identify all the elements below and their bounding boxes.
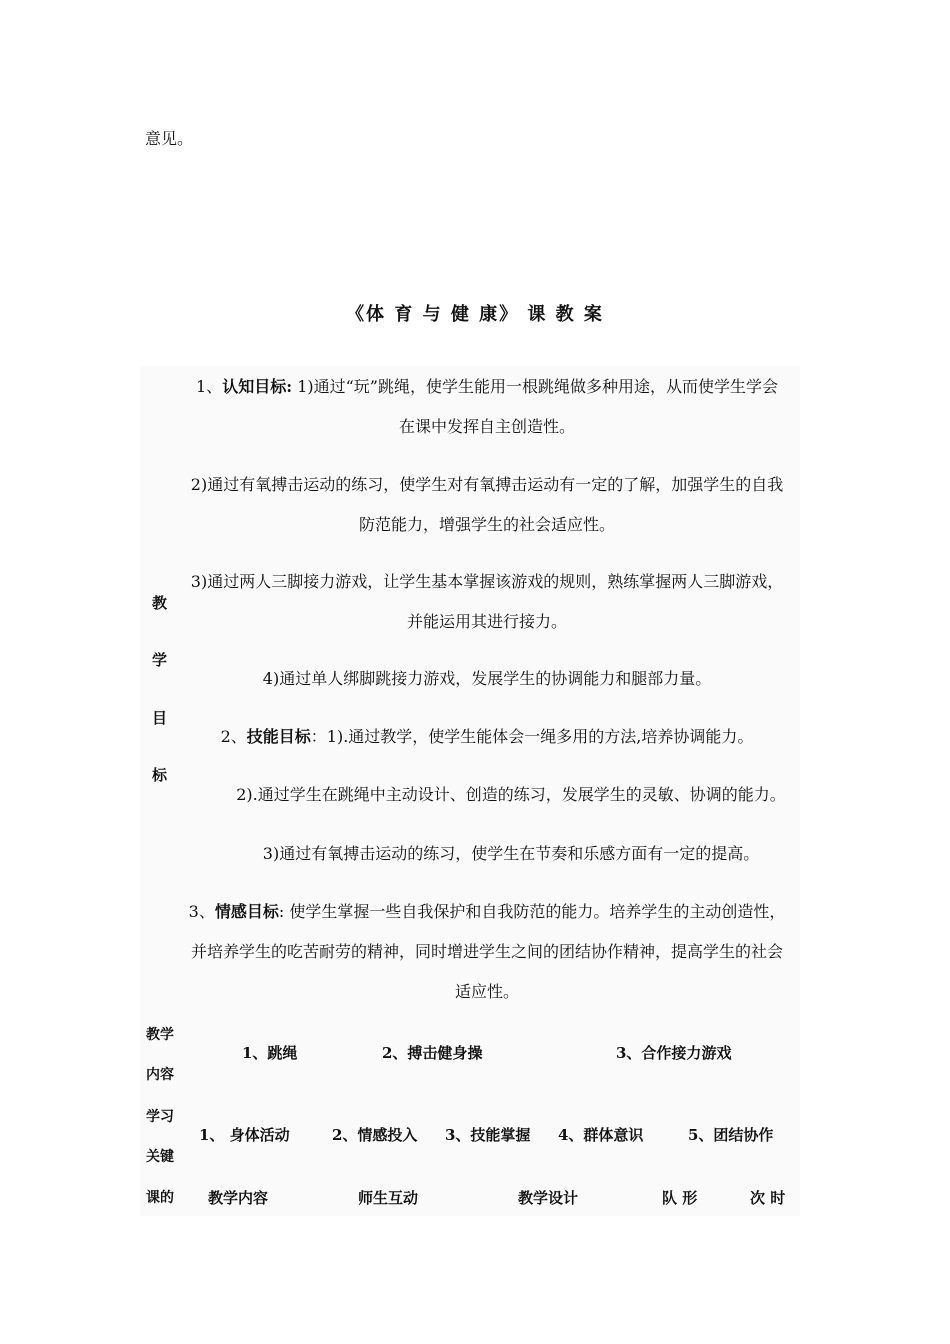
objective-item4: 4)通过单人绑脚跳接力游戏，发展学生的协调能力和腿部力量。 [262,669,712,688]
skill-num: 2、 [220,727,247,746]
objective-item3-line1: 3)通过两人三脚接力游戏，让学生基本掌握该游戏的规则，熟练掌握两人三脚游戏， [190,572,784,591]
cognitive-label: 认知目标 [222,377,287,396]
keys-item: 5、团结协作 [688,1126,774,1144]
skill-objective-line3: 3)通过有氧搏击运动的练习，使学生在节奏和乐感方面有一定的提高。 [262,844,760,863]
emotion-text: : 使学生掌握一些自我保护和自我防范的能力。培养学生的主动创造性， [278,902,786,921]
cognitive-num: 1、 [196,377,223,396]
content-item: 1、跳绳 [242,1044,298,1062]
keys-item: 4、群体意识 [558,1126,644,1144]
keys-row-label: 学习 [146,1109,174,1125]
opinion-text: 意见。 [145,129,194,148]
objective-item2-line2: 防范能力，增强学生的社会适应性。 [358,515,615,534]
keys-item: 3、技能掌握 [445,1126,531,1144]
emotion-label: 情感目标 [214,902,279,921]
cognitive-colon: : [286,377,293,396]
skill-text: ：1).通过教学，使学生能体会一绳多用的方法,培养协调能力。 [310,727,754,746]
content-row-label: 教学 [146,1027,174,1043]
header-row-label: 课的 [146,1190,174,1206]
content-row-label: 内容 [146,1067,174,1083]
objectives-label-char: 学 [152,651,168,669]
objectives-label-char: 目 [152,709,168,727]
keys-item: 1、 身体活动 [199,1126,290,1144]
skill-label: 技能目标 [246,727,311,746]
header-cell: 教学内容 [208,1189,269,1207]
skill-objective-line1 [172,724,802,747]
emotion-objective-line2: 并培养学生的吃苦耐劳的精神，同时增进学生之间的团结协作精神，提高学生的社会 [190,942,783,961]
cognitive-objective-line2: 在课中发挥自主创造性。 [398,417,575,436]
cognitive-objective-line1 [172,374,802,397]
content-item: 3、合作接力游戏 [616,1044,732,1062]
header-cell: 教学设计 [518,1189,579,1207]
emotion-objective-line3: 适应性。 [454,982,519,1001]
skill-objective-line2: 2).通过学生在跳绳中主动设计、创造的练习，发展学生的灵敏、协调的能力。 [236,785,786,804]
emotion-objective-line1 [172,899,802,922]
objectives-label-char: 标 [152,766,168,784]
objective-item3-line2: 并能运用其进行接力。 [406,612,567,631]
header-cell: 次 时 [750,1189,786,1207]
emotion-num: 3、 [188,902,215,921]
page-title: 《体 育 与 健 康》 课 教 案 [346,304,604,325]
keys-row-label: 关键 [146,1149,174,1165]
content-item: 2、搏击健身操 [382,1044,483,1062]
objective-item2-line1: 2)通过有氧搏击运动的练习，使学生对有氧搏击运动有一定的了解，加强学生的自我 [190,475,784,494]
header-cell: 师生互动 [358,1189,419,1207]
cognitive-text: 1)通过“玩”跳绳，使学生能用一根跳绳做多种用途，从而使学生学会 [292,377,778,396]
objectives-label-char: 教 [152,594,168,612]
keys-item: 2、情感投入 [332,1126,418,1144]
header-cell: 队 形 [662,1189,698,1207]
